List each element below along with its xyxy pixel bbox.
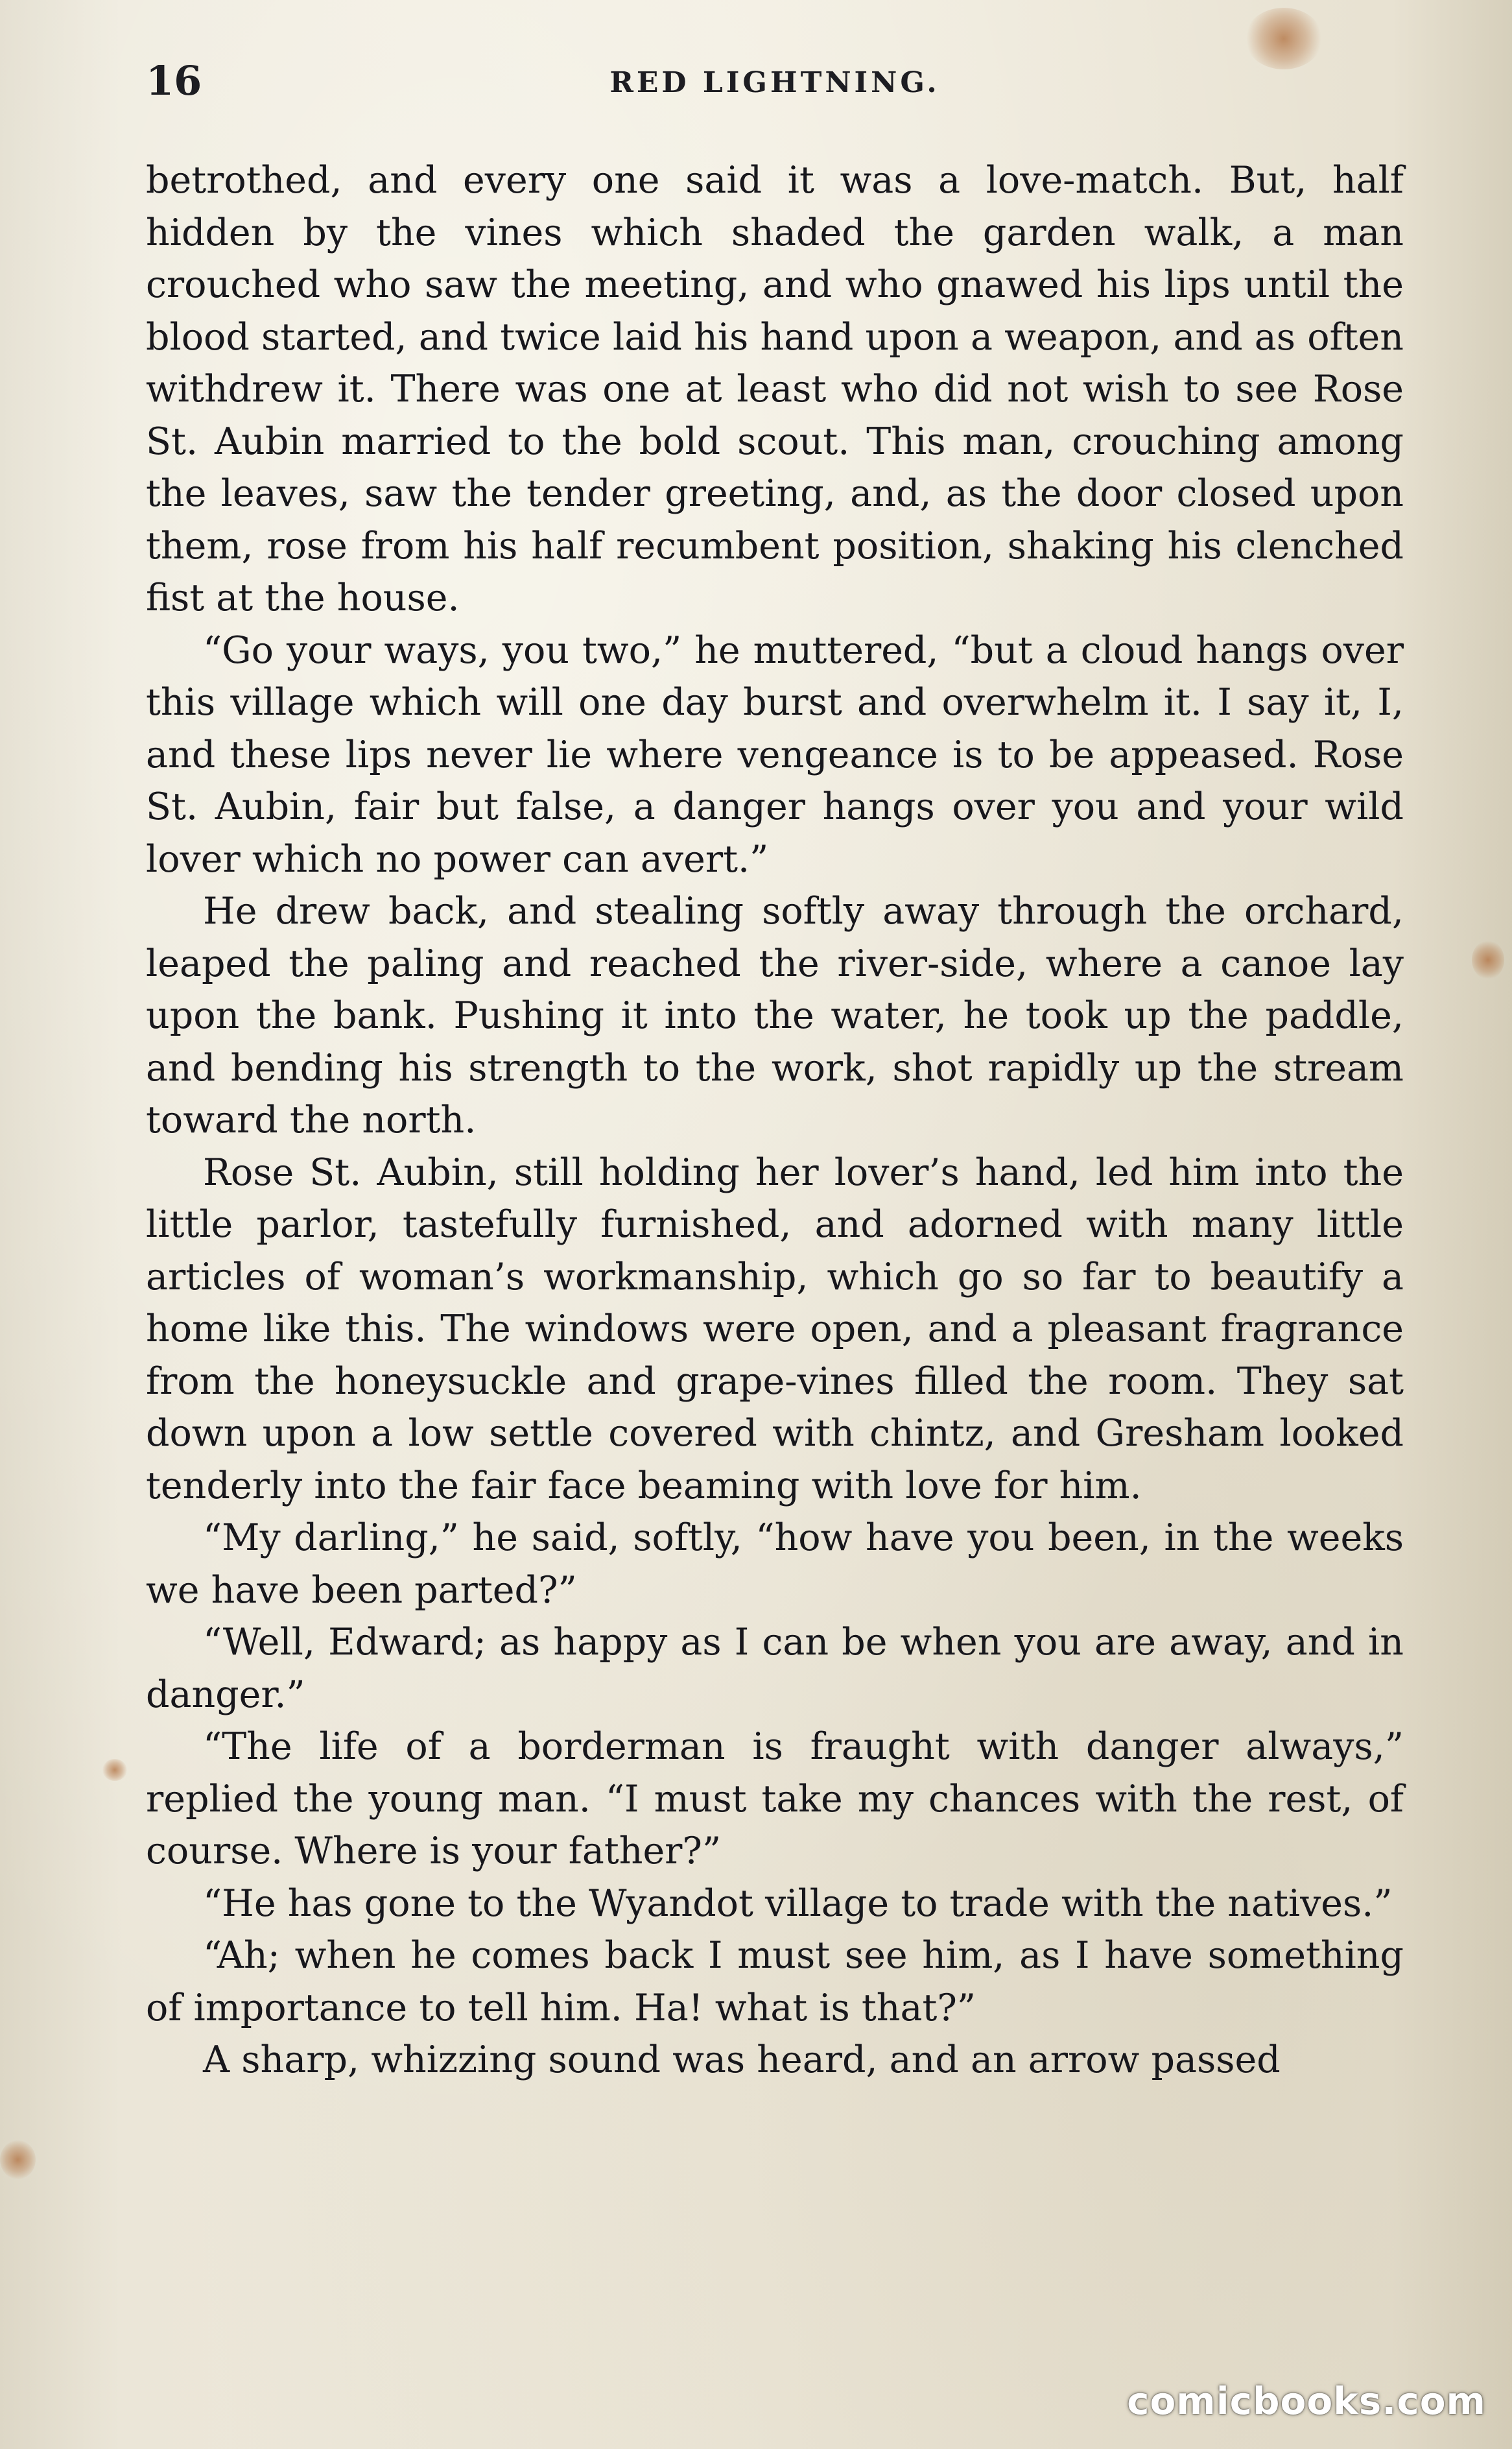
rust-stain-right-edge — [1472, 940, 1504, 979]
paragraph: “He has gone to the Wyandot village to trade with the natives.” — [203, 1882, 1393, 1925]
rust-stain-left-lower — [0, 2140, 36, 2179]
paragraph: “My darling,” he said, softly, “how have you been, in the weeks we have been parted?” — [146, 1516, 1404, 1612]
paragraph: betrothed, and every one said it was a love-match. But, half hidden by the vines which shaded the garden walk, a man crouched who saw the meeting, and who gnawed his lips until the blood started, and twice laid his hand upon a weapon, and as often withdrew it. There was one at least who did not wish to see Rose St. Aubin married to the bold scout. This man, crouching among the leaves, saw the tender greeting, and, as the door closed upon them, rose from his half recumbent position, shaking his clenched fist at the house. — [146, 159, 1404, 619]
page-header — [146, 57, 1404, 109]
body-text — [146, 154, 1404, 2086]
rust-stain-left-middle — [102, 1759, 127, 1781]
paragraph: “Ah; when he comes back I must see him, as I have something of importance to tell him. Ha! what is that?” — [146, 1934, 1404, 2029]
watermark: comicbooks.com — [1127, 2379, 1486, 2423]
paragraph: Rose St. Aubin, still holding her lover’s hand, led him into the little parlor, tastefully furnished, and adorned with many little articles of woman’s workmanship, which go so far to beautify a home like this. The windows were open, and a pleasant fragrance from the honeysuckle and grape-vines filled the room. They sat down upon a low settle covered with chintz, and Gresham looked tenderly into the fair face beaming with love for him. — [146, 1151, 1404, 1507]
running-head: RED LIGHTNING. — [609, 66, 940, 99]
paragraph: “Go your ways, you two,” he muttered, “but a cloud hangs over this village which will one day burst and overwhelm it. I say it, I, and these lips never lie where vengeance is to be appeased. Rose St. Aubin, fair but false, a danger hangs over you and your wild lover which no power can avert.” — [146, 628, 1404, 881]
paragraph: “The life of a borderman is fraught with danger always,” replied the young man. “I must take my chances with the rest, of course. Where is your father?” — [146, 1725, 1404, 1872]
paragraph: “Well, Edward; as happy as I can be when you are away, and in danger.” — [146, 1621, 1404, 1716]
paragraph: He drew back, and stealing softly away through the orchard, leaped the paling and reached the river-side, where a canoe lay upon the bank. Pushing it into the water, he took up the paddle, and bending his strength to the work, shot rapidly up the stream toward the north. — [146, 890, 1404, 1141]
page-number: 16 — [146, 57, 202, 104]
paragraph: A sharp, whizzing sound was heard, and an arrow passed — [203, 2038, 1281, 2081]
